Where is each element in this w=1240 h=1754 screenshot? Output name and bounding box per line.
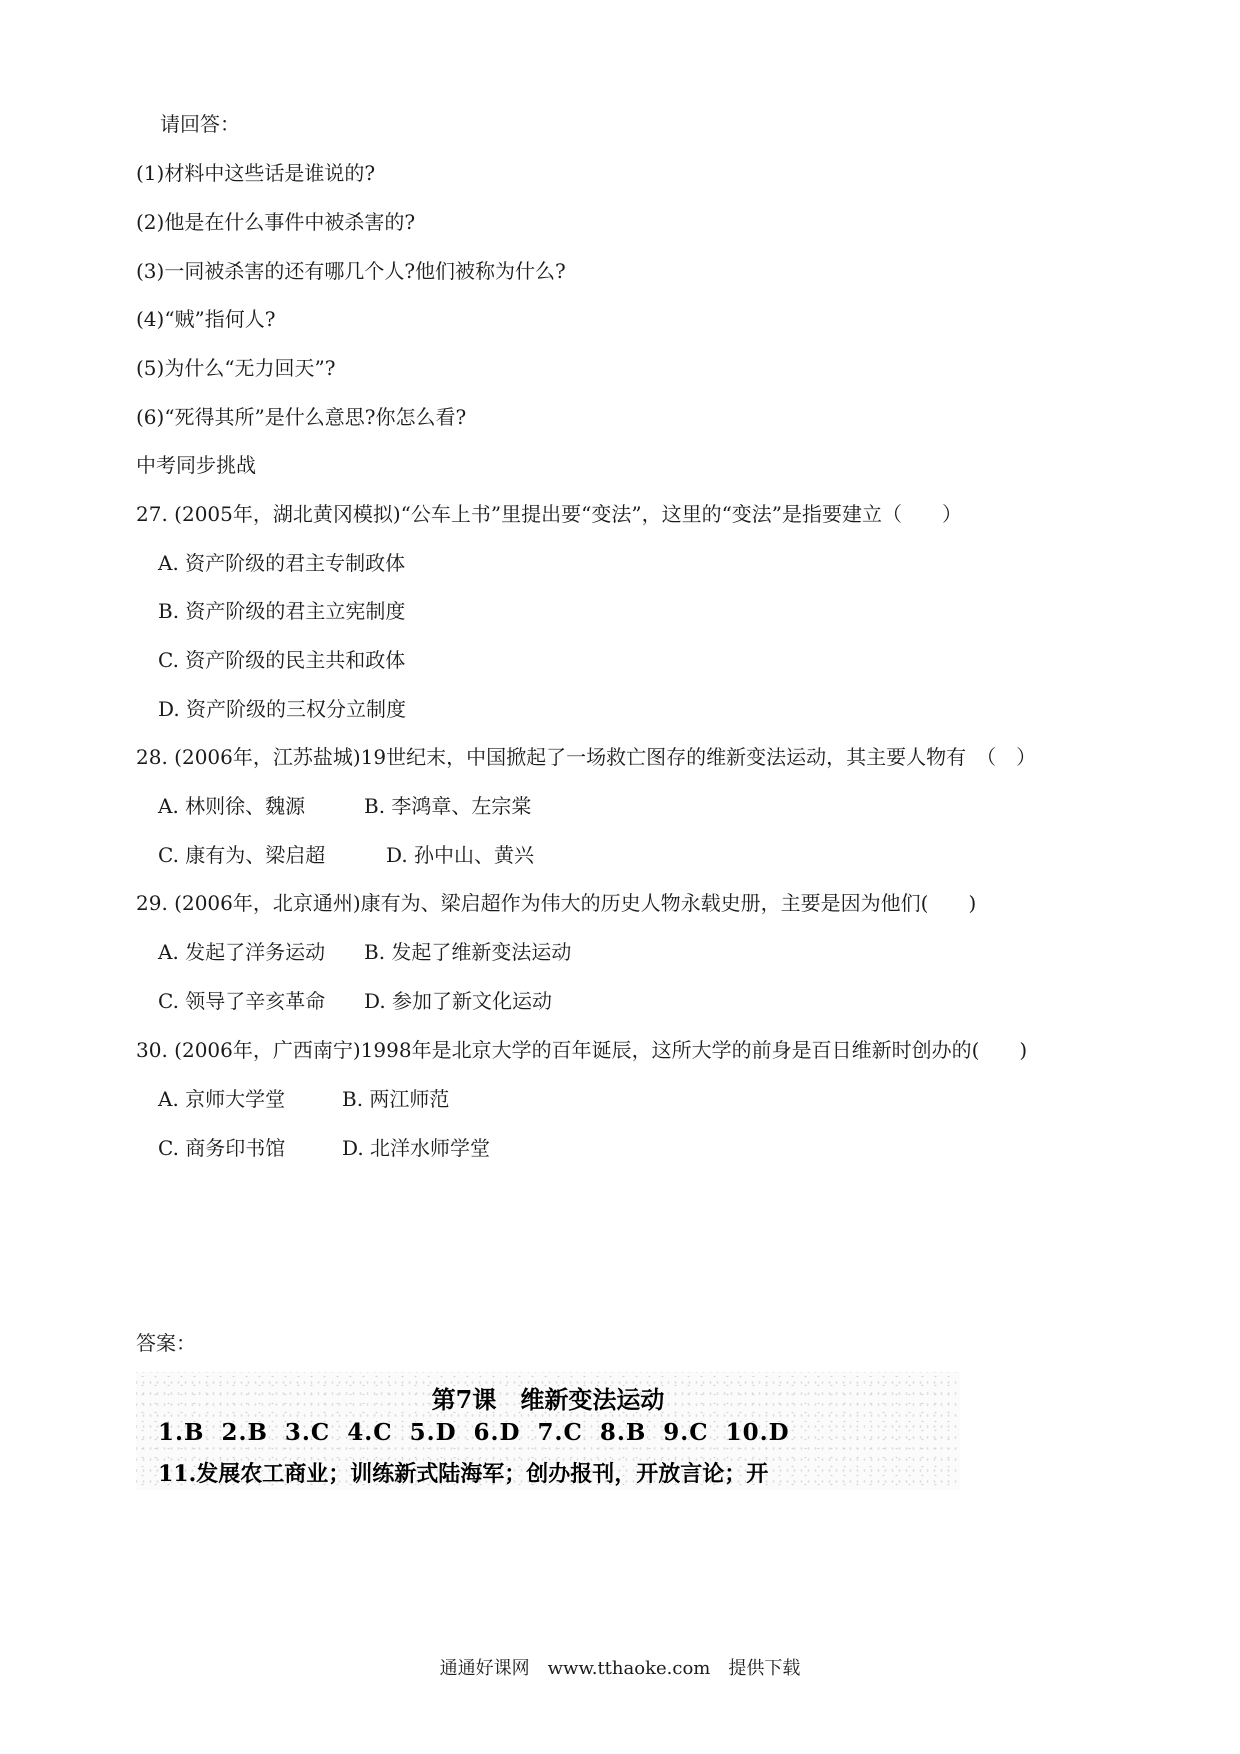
q27-option-d: D. 资产阶级的三权分立制度 xyxy=(158,697,407,721)
intro-text: 请回答： xyxy=(160,112,240,136)
q30-option-b: B. 两江师范 xyxy=(342,1087,450,1111)
q28-option-c: C. 康有为、梁启超 xyxy=(158,843,326,867)
answer-scan-image xyxy=(136,1372,960,1490)
answer-image-row-2: 11.发展农工商业；训练新式陆海军；创办报刊，开放言论；开 xyxy=(158,1461,769,1487)
q29-option-d: D. 参加了新文化运动 xyxy=(364,989,553,1013)
question-6: (6)“死得其所”是什么意思?你怎么看? xyxy=(136,405,467,429)
q27-option-c: C. 资产阶级的民主共和政体 xyxy=(158,648,406,672)
question-5: (5)为什么“无力回天”? xyxy=(136,356,336,380)
page-footer: 通通好课网 www.tthaoke.com 提供下载 xyxy=(439,1658,801,1679)
q27-stem: 27. (2005年，湖北黄冈模拟)“公车上书”里提出要“变法”，这里的“变法”是指要建立（ ） xyxy=(136,502,963,526)
q28-option-d: D. 孙中山、黄兴 xyxy=(386,843,535,867)
question-3: (3)一同被杀害的还有哪几个人?他们被称为什么? xyxy=(136,259,566,283)
section-title: 中考同步挑战 xyxy=(136,453,256,477)
q28-stem: 28. (2006年，江苏盐城)19世纪末，中国掀起了一场救亡图存的维新变法运动，其主要人物有 （ ） xyxy=(136,745,1037,769)
q30-option-a: A. 京师大学堂 xyxy=(158,1087,286,1111)
question-1: (1)材料中这些话是谁说的? xyxy=(136,161,376,185)
question-4: (4)“贼”指何人? xyxy=(136,307,276,331)
q30-option-d: D. 北洋水师学堂 xyxy=(342,1136,491,1160)
q27-option-b: B. 资产阶级的君主立宪制度 xyxy=(158,599,406,623)
question-2: (2)他是在什么事件中被杀害的? xyxy=(136,210,416,234)
q29-option-c: C. 领导了辛亥革命 xyxy=(158,989,326,1013)
answer-image-row-1: 1.B 2.B 3.C 4.C 5.D 6.D 7.C 8.B 9.C 10.D xyxy=(158,1419,790,1446)
q28-option-a: A. 林则徐、魏源 xyxy=(158,794,306,818)
q29-stem: 29. (2006年，北京通州)康有为、梁启超作为伟大的历史人物永载史册，主要是因为他们( ) xyxy=(136,891,977,915)
q30-option-c: C. 商务印书馆 xyxy=(158,1136,286,1160)
q28-option-b: B. 李鸿章、左宗棠 xyxy=(364,794,532,818)
q29-option-b: B. 发起了维新变法运动 xyxy=(364,940,572,964)
q30-stem: 30. (2006年，广西南宁)1998年是北京大学的百年诞辰，这所大学的前身是百日维新时创办的( ) xyxy=(136,1038,1028,1062)
answer-label: 答案： xyxy=(136,1331,196,1355)
answer-image-title: 第7课 维新变法运动 xyxy=(431,1385,665,1414)
q29-option-a: A. 发起了洋务运动 xyxy=(158,940,326,964)
q27-option-a: A. 资产阶级的君主专制政体 xyxy=(158,551,406,575)
